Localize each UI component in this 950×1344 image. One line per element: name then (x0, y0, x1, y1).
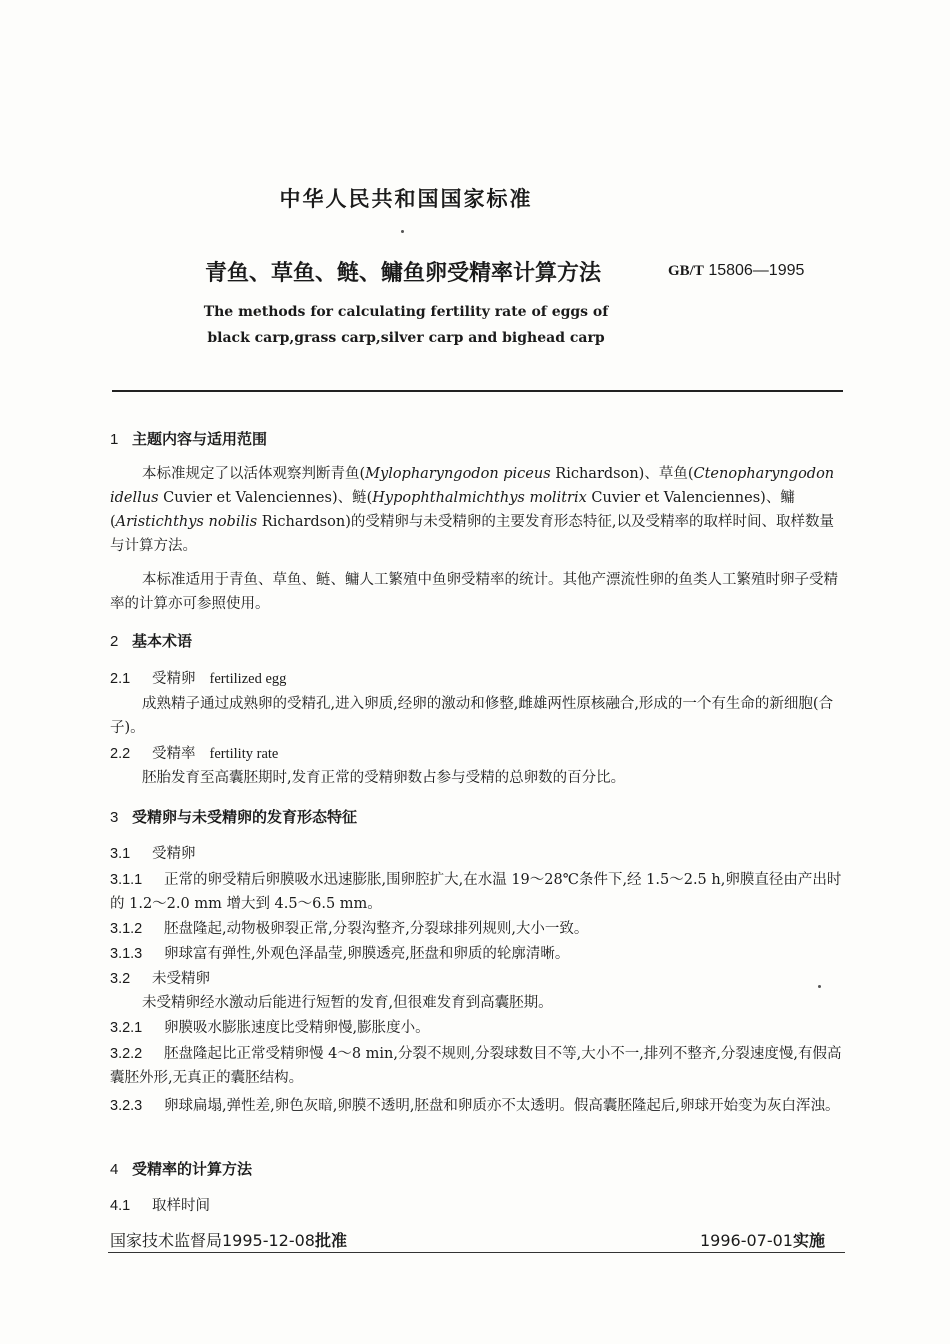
document-title-cn: 青鱼、草鱼、鲢、鳙鱼卵受精率计算方法 (205, 261, 602, 286)
scan-speck (818, 985, 821, 988)
term-2-2: 2.2 受精率 fertility rate (110, 746, 279, 762)
clause-3-1-2: 3.1.2 胚盘隆起,动物极卵裂正常,分裂沟整齐,分裂球排列规则,大小一致。 (110, 921, 589, 937)
subsection-4-1: 4.1 取样时间 (110, 1198, 210, 1214)
section-3-number: 3 (110, 809, 119, 826)
section-1-number: 1 (110, 431, 119, 448)
section-1-title: 主题内容与适用范围 (132, 430, 268, 448)
section-3-heading (110, 806, 357, 827)
scan-speck (401, 230, 404, 233)
clause-3-2-3: 3.2.3 卵球扁塌,弹性差,卵色灰暗,卵膜不透明,胚盘和卵质亦不太透明。假高囊胚隆起后,卵球开始变为灰白浑浊。 (110, 1098, 840, 1114)
footer-divider (108, 1252, 845, 1253)
section-1-paragraph-1: 本标准规定了以活体观察判断青鱼(Mylopharyngodon piceus Richardson)、草鱼(Ctenopharyngodon idellus Cuvier et Valenciennes)、鲢(Hypophthalmichthys molitrix Cuvier et Valenciennes)、鳙(Aristichthys nobilis Richardson)的受精卵与未受精卵的主要发育形态特征,以及受精率的取样时间、取样数量与计算方法。 (110, 466, 835, 554)
approval-org-date: 国家技术监督局1995-12-08 (110, 1231, 315, 1250)
standard-number: 15806—1995 (708, 262, 805, 279)
approval-word: 批准 (315, 1231, 348, 1250)
implementation-line (700, 1228, 825, 1251)
country-standard-title: 中华人民共和国国家标准 (279, 187, 533, 211)
section-2-title: 基本术语 (132, 632, 193, 650)
clause-3-2-2: 3.2.2 胚盘隆起比正常受精卵慢 4～8 min,分裂不规则,分裂球数目不等,大小不一,排列不整齐,分裂速度慢,有假高囊胚外形,无真正的囊胚结构。 (110, 1046, 842, 1086)
subsection-3-2-intro: 未受精卵经水激动后能进行短暂的发育,但很难发育到高囊胚期。 (142, 995, 553, 1011)
implementation-date: 1996-07-01 (700, 1231, 793, 1250)
clause-3-1-1: 3.1.1 正常的卵受精后卵膜吸水迅速膨胀,围卵腔扩大,在水温 19～28℃条件下,经 1.5～2.5 h,卵膜直径由产出时的 1.2～2.0 mm 增大到 4.5～6.5 mm。 (110, 872, 842, 912)
term-2-1-definition: 成熟精子通过成熟卵的受精孔,进入卵质,经卵的激动和修整,雌雄两性原核融合,形成的一个有生命的新细胞(合子)。 (110, 696, 834, 736)
section-4-number: 4 (110, 1161, 119, 1178)
clause-3-2-1: 3.2.1 卵膜吸水膨胀速度比受精卵慢,膨胀度小。 (110, 1020, 430, 1036)
standard-code (668, 262, 804, 280)
section-2-heading (110, 630, 192, 651)
document-title-en-line2: black carp,grass carp,silver carp and bighead carp (207, 330, 605, 346)
section-3-title: 受精卵与未受精卵的发育形态特征 (132, 808, 358, 826)
approval-line (110, 1228, 347, 1251)
section-1-heading (110, 428, 267, 449)
clause-3-1-3: 3.1.3 卵球富有弹性,外观色泽晶莹,卵膜透亮,胚盘和卵质的轮廓清晰。 (110, 946, 570, 962)
implementation-word: 实施 (792, 1231, 825, 1250)
section-4-heading (110, 1158, 252, 1179)
section-2-number: 2 (110, 633, 119, 650)
term-2-1: 2.1 受精卵 fertilized egg (110, 671, 287, 687)
header-divider (112, 390, 843, 392)
standard-prefix: GB/T (668, 263, 704, 279)
subsection-3-1: 3.1 受精卵 (110, 846, 196, 862)
document-title-en-line1: The methods for calculating fertility rate of eggs of (203, 304, 609, 320)
section-1-paragraph-2: 本标准适用于青鱼、草鱼、鲢、鳙人工繁殖中鱼卵受精率的统计。其他产漂流性卵的鱼类人工繁殖时卵子受精率的计算亦可参照使用。 (110, 572, 838, 612)
subsection-3-2: 3.2 未受精卵 (110, 971, 210, 987)
section-4-title: 受精率的计算方法 (132, 1160, 253, 1178)
term-2-2-definition: 胚胎发育至高囊胚期时,发育正常的受精卵数占参与受精的总卵数的百分比。 (142, 770, 626, 786)
